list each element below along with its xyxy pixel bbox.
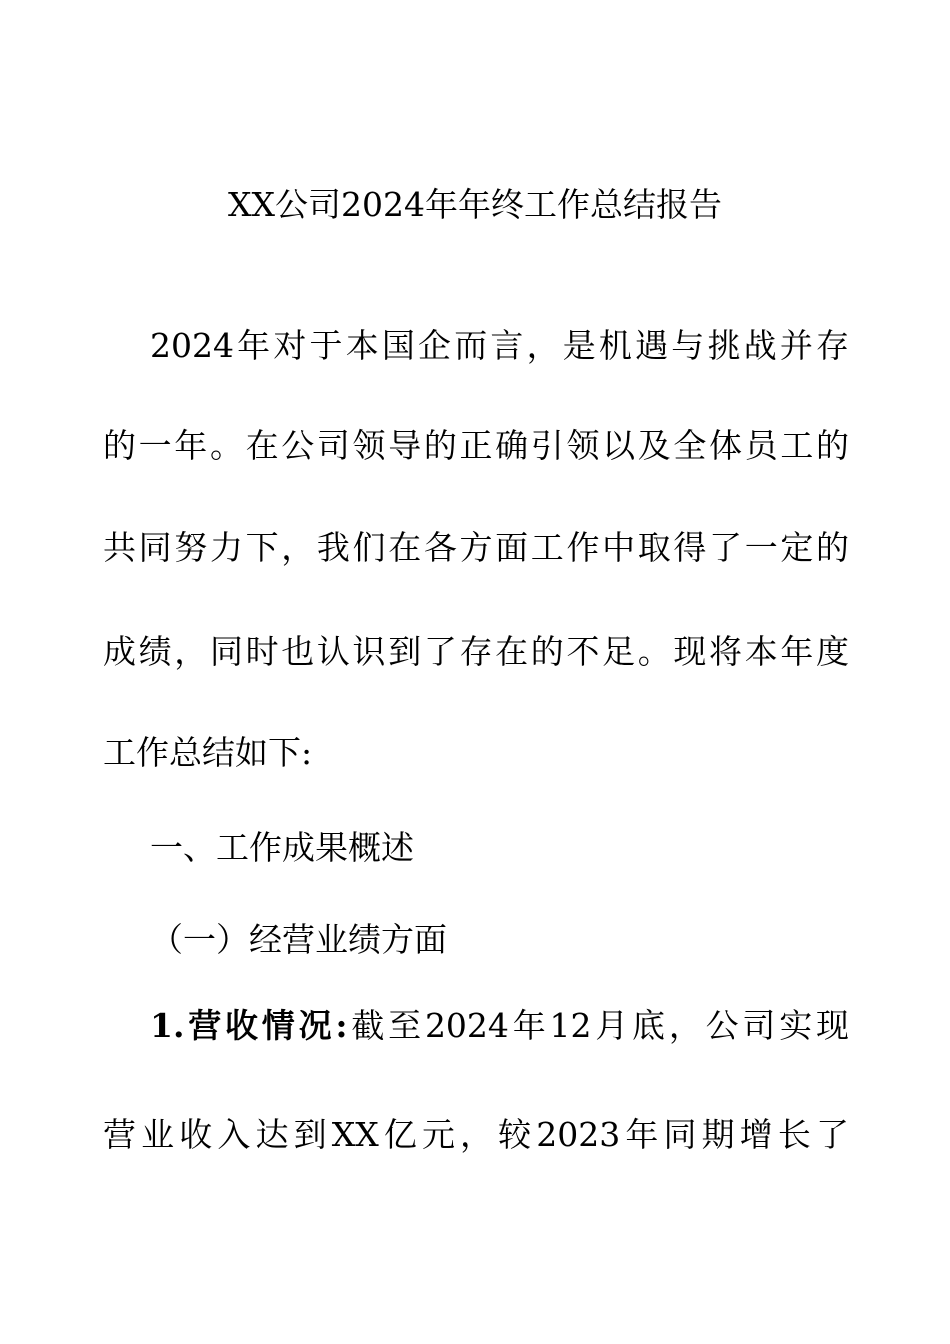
item-1-text: 截至2024年12月底，公司实现 — [347, 1006, 849, 1045]
section-heading-1: 一、工作成果概述 — [150, 828, 414, 867]
item-1-line-2: 营业收入达到XX亿元，较2023年同期增长了 — [103, 1115, 849, 1154]
intro-line-3: 共同努力下，我们在各方面工作中取得了一定的 — [103, 528, 849, 567]
item-1-label: 1.营收情况: — [150, 1006, 348, 1045]
intro-line-4: 成绩，同时也认识到了存在的不足。现将本年度 — [103, 632, 849, 671]
intro-line-5: 工作总结如下: — [103, 733, 313, 772]
intro-line-2: 的一年。在公司领导的正确引领以及全体员工的 — [103, 426, 849, 465]
subsection-heading-1: （一）经营业绩方面 — [150, 920, 447, 959]
intro-line-1: 2024年对于本国企而言，是机遇与挑战并存 — [150, 326, 849, 365]
item-1-line-1 — [150, 1006, 849, 1046]
document-title: XX公司2024年年终工作总结报告 — [228, 185, 722, 224]
